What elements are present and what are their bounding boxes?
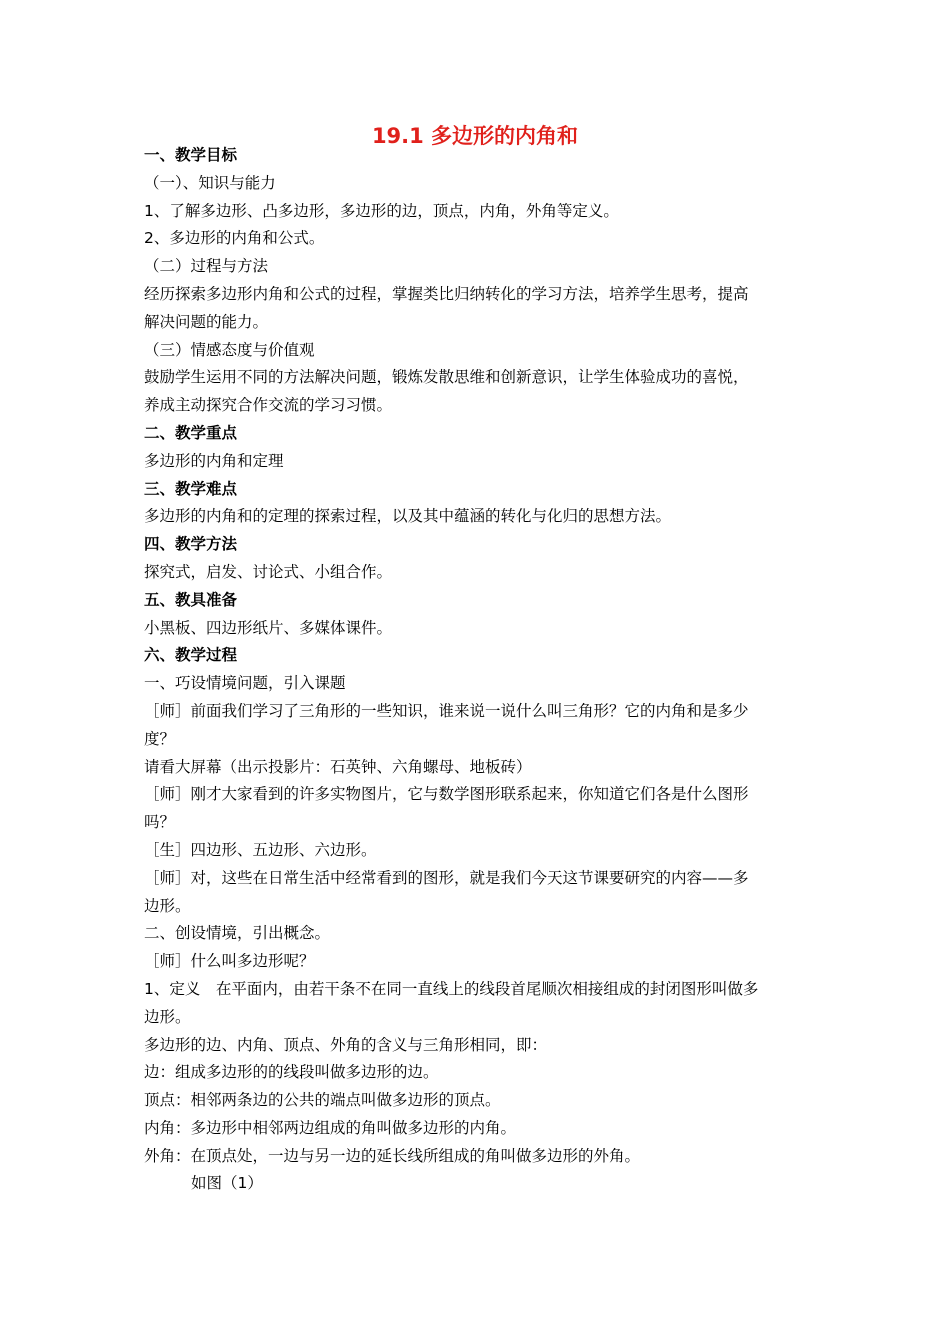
paragraph-line: 2、多边形的内角和公式。 — [144, 229, 325, 248]
subsection-heading: （三）情感态度与价值观 — [144, 340, 315, 359]
paragraph-line: 探究式，启发、讨论式、小组合作。 — [144, 562, 393, 581]
paragraph-line: 二、创设情境，引出概念。 — [144, 924, 331, 943]
section-heading: 五、教具准备 — [144, 590, 238, 609]
paragraph-line: ［生］四边形、五边形、六边形。 — [144, 840, 377, 859]
section-heading: 四、教学方法 — [144, 535, 238, 554]
paragraph-line: 养成主动探究合作交流的学习习惯。 — [144, 396, 393, 415]
paragraph-line: 顶点：相邻两条边的公共的端点叫做多边形的顶点。 — [144, 1091, 501, 1110]
paragraph-line: 经历探索多边形内角和公式的过程，掌握类比归纳转化的学习方法，培养学生思考，提高 — [144, 284, 749, 303]
paragraph-line: 多边形的边、内角、顶点、外角的含义与三角形相同，即： — [144, 1035, 548, 1054]
section-heading: 一、教学目标 — [144, 146, 238, 164]
paragraph-line: 鼓励学生运用不同的方法解决问题，锻炼发散思维和创新意识，让学生体验成功的喜悦， — [144, 368, 749, 387]
paragraph-line: ［师］前面我们学习了三角形的一些知识，谁来说一说什么叫三角形？它的内角和是多少 — [144, 701, 749, 720]
paragraph-line: 一、巧设情境问题，引入课题 — [144, 674, 346, 693]
section-heading: 六、教学过程 — [144, 646, 238, 665]
paragraph-line: 边形。 — [144, 896, 191, 915]
paragraph-line: 多边形的内角和定理 — [144, 451, 284, 470]
paragraph-line: 如图（1） — [191, 1174, 263, 1193]
paragraph-line: ［师］对，这些在日常生活中经常看到的图形，就是我们今天这节课要研究的内容——多 — [144, 868, 749, 887]
paragraph-line: 1、定义 在平面内，由若干条不在同一直线上的线段首尾顺次相接组成的封闭图形叫做多 — [144, 979, 759, 998]
document-title: 19.1 多边形的内角和 — [371, 124, 579, 148]
paragraph-line: 解决问题的能力。 — [144, 312, 269, 331]
section-heading: 二、教学重点 — [144, 423, 238, 442]
paragraph-line: 吗？ — [144, 813, 176, 832]
paragraph-line: 边：组成多边形的的线段叫做多边形的边。 — [144, 1063, 439, 1082]
paragraph-line: 度？ — [144, 729, 176, 748]
paragraph-line: 内角：多边形中相邻两边组成的角叫做多边形的内角。 — [144, 1118, 517, 1137]
paragraph-line: ［师］刚才大家看到的许多实物图片，它与数学图形联系起来，你知道它们各是什么图形 — [144, 785, 749, 804]
paragraph-line: 外角：在顶点处，一边与另一边的延长线所组成的角叫做多边形的外角。 — [144, 1146, 641, 1165]
paragraph-line: ［师］什么叫多边形呢？ — [144, 952, 315, 971]
paragraph-line: 小黑板、四边形纸片、多媒体课件。 — [144, 618, 393, 637]
section-heading: 三、教学难点 — [144, 479, 238, 498]
paragraph-line: 请看大屏幕（出示投影片：石英钟、六角螺母、地板砖） — [144, 757, 532, 776]
document-body — [144, 142, 812, 1198]
subsection-heading: （一）、知识与能力 — [144, 173, 276, 192]
paragraph-line: 边形。 — [144, 1007, 191, 1026]
paragraph-line: 多边形的内角和的定理的探索过程，以及其中蕴涵的转化与化归的思想方法。 — [144, 507, 672, 526]
subsection-heading: （二）过程与方法 — [144, 257, 269, 276]
paragraph-line: 1、了解多边形、凸多边形，多边形的边，顶点，内角，外角等定义。 — [144, 201, 619, 220]
